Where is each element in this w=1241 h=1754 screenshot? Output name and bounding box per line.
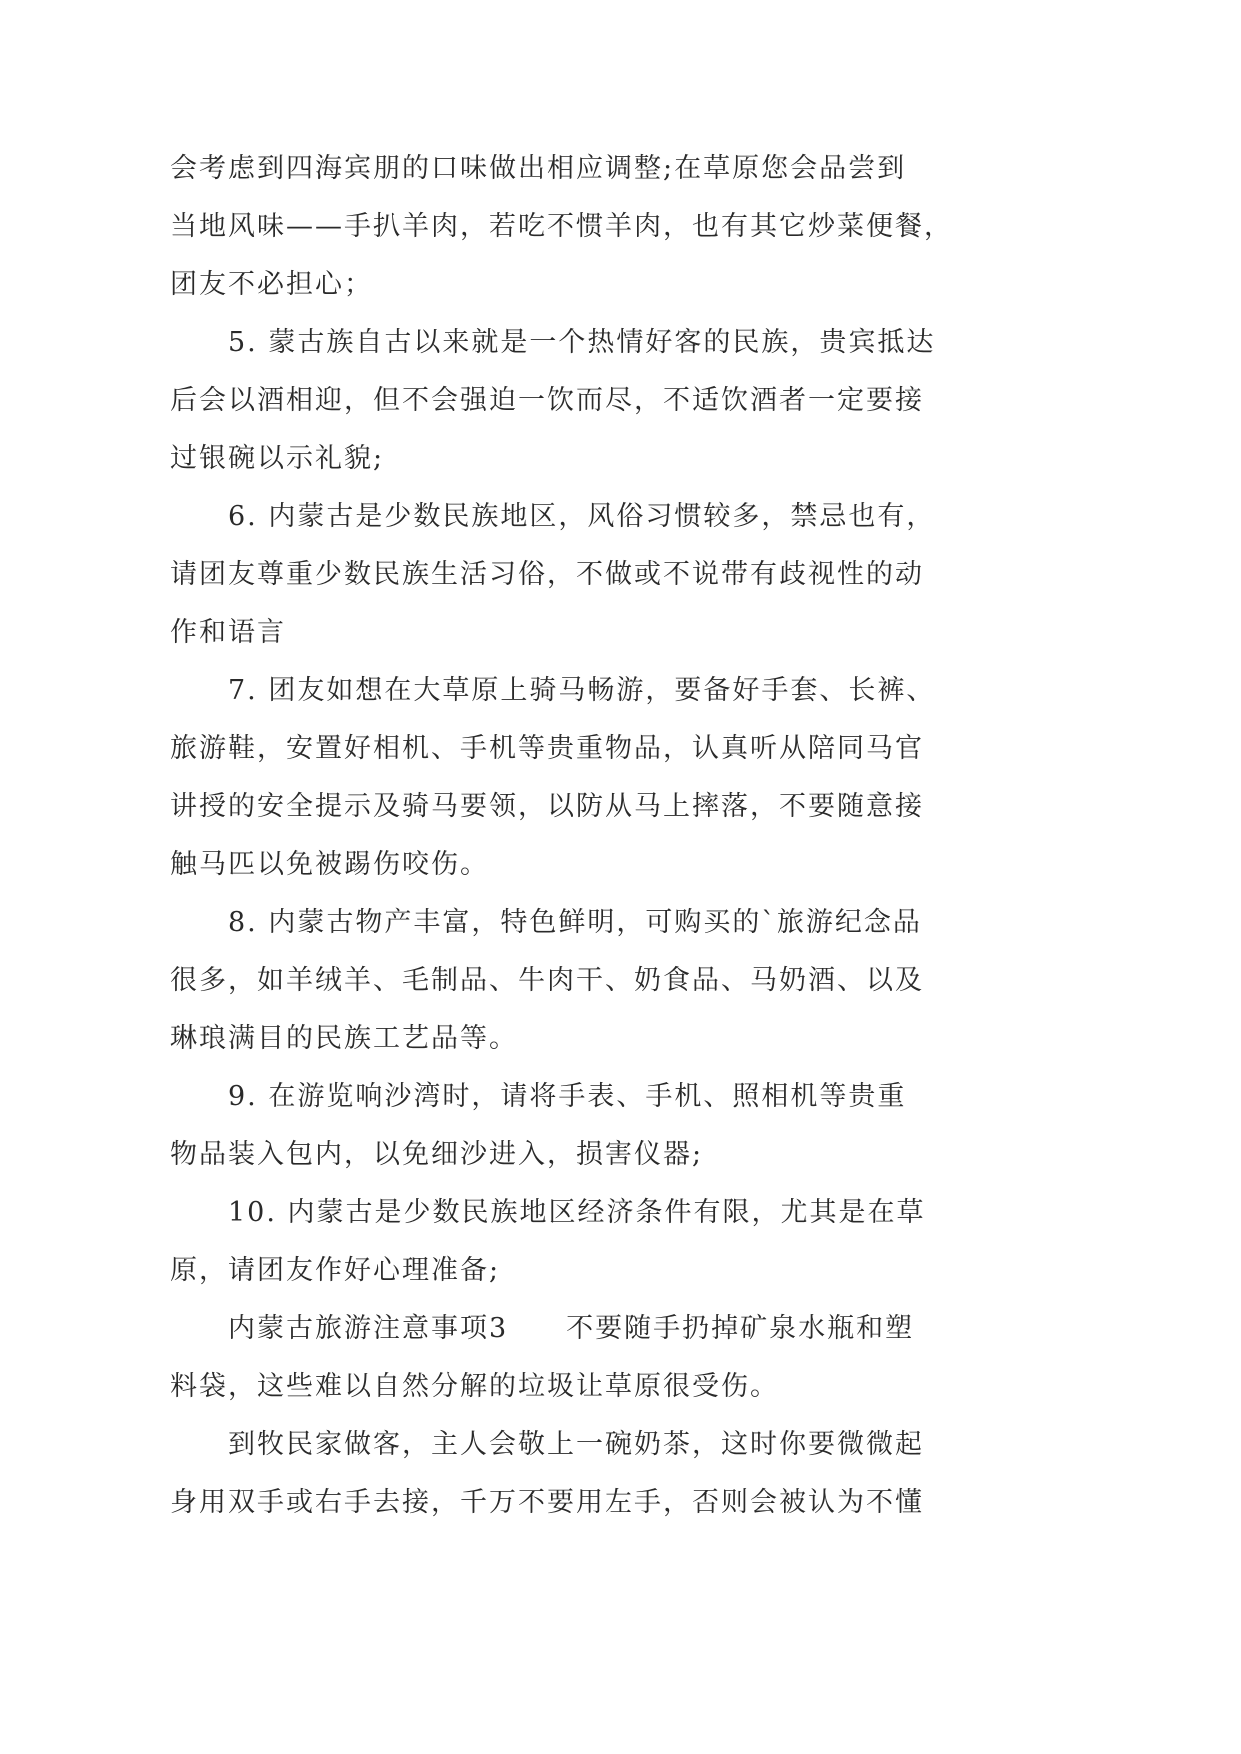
text-line: 很多，如羊绒羊、毛制品、牛肉干、奶食品、马奶酒、以及	[170, 965, 924, 996]
text-line: 原，请团友作好心理准备;	[170, 1255, 501, 1286]
text-line: 旅游鞋，安置好相机、手机等贵重物品，认真听从陪同马官	[170, 733, 924, 764]
text-line: 当地风味——手扒羊肉，若吃不惯羊肉，也有其它炒菜便餐，	[170, 211, 953, 242]
text-line: 请团友尊重少数民族生活习俗，不做或不说带有歧视性的动	[170, 559, 924, 590]
paragraph-first-line: 6. 内蒙古是少数民族地区，风俗习惯较多，禁忌也有，	[228, 501, 936, 532]
text-line: 会考虑到四海宾朋的口味做出相应调整;在草原您会品尝到	[170, 153, 907, 184]
paragraph-first-line: 7. 团友如想在大草原上骑马畅游，要备好手套、长裤、	[228, 675, 936, 706]
text-line: 后会以酒相迎，但不会强迫一饮而尽，不适饮酒者一定要接	[170, 385, 924, 416]
text-line: 团友不必担心；	[170, 269, 373, 300]
paragraph-first-line: 5. 蒙古族自古以来就是一个热情好客的民族，贵宾抵达	[228, 327, 936, 358]
paragraph-first-line: 9. 在游览响沙湾时，请将手表、手机、照相机等贵重	[228, 1081, 907, 1112]
paragraph-first-line: 内蒙古旅游注意事项3 不要随手扔掉矿泉水瓶和塑	[228, 1313, 915, 1344]
text-line: 身用双手或右手去接，千万不要用左手，否则会被认为不懂	[170, 1487, 924, 1518]
paragraph-first-line: 到牧民家做客，主人会敬上一碗奶茶，这时你要微微起	[228, 1429, 924, 1460]
text-line: 触马匹以免被踢伤咬伤。	[170, 849, 489, 880]
document-body	[170, 140, 953, 1532]
text-line: 讲授的安全提示及骑马要领，以防从马上摔落，不要随意接	[170, 791, 924, 822]
text-line: 料袋，这些难以自然分解的垃圾让草原很受伤。	[170, 1371, 779, 1402]
paragraph-first-line: 8. 内蒙古物产丰富，特色鲜明，可购买的`旅游纪念品	[228, 907, 922, 938]
text-line: 物品装入包内，以免细沙进入，损害仪器;	[170, 1139, 704, 1170]
text-line: 琳琅满目的民族工艺品等。	[170, 1023, 518, 1054]
text-line: 过银碗以示礼貌;	[170, 443, 385, 474]
text-line: 作和语言	[170, 617, 286, 648]
paragraph-first-line: 10. 内蒙古是少数民族地区经济条件有限，尤其是在草	[228, 1197, 926, 1228]
